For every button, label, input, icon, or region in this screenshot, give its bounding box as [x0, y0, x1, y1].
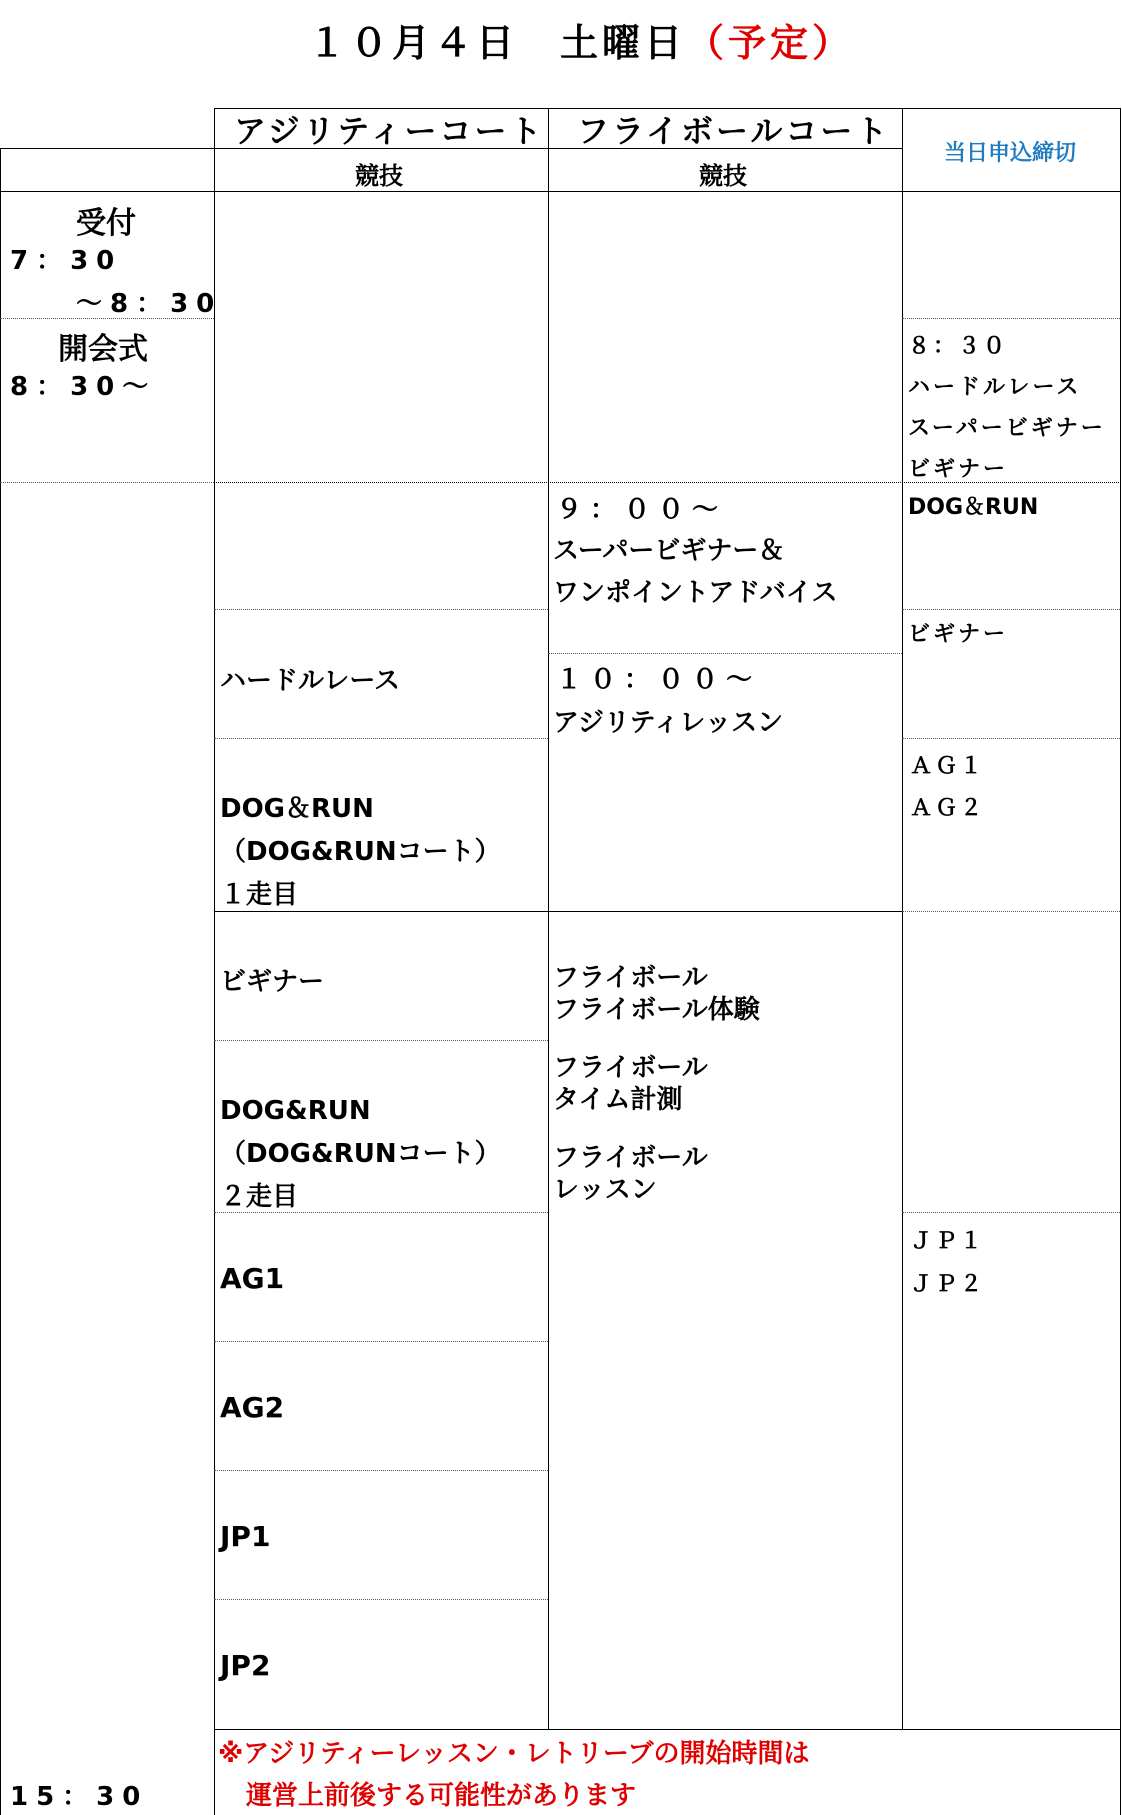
agility-jp1: JP1 [220, 1520, 271, 1553]
deadline-dotted-5 [902, 1212, 1120, 1213]
dog-run-2-name: DOG&RUN [220, 1096, 371, 1126]
deadline-dotted-4 [902, 911, 1120, 912]
flyball-slot2-time: １０：００～ [556, 665, 761, 695]
title-date: １０月４日 土曜日 [308, 21, 687, 65]
agility-ag2: AG2 [220, 1391, 285, 1424]
table-border-right [1120, 108, 1121, 1815]
deadline-jp2: ＪＰ２ [910, 1272, 986, 1297]
opening-ceremony-time: 8：30～ [10, 372, 157, 402]
deadline-group-1 [908, 326, 1106, 490]
agility-dotted-2 [214, 738, 548, 739]
flyball-line-2: フライボール体験 [553, 995, 760, 1025]
deadline-group-5 [910, 1220, 985, 1306]
agility-dotted-6 [214, 1470, 548, 1471]
header-agility-sub: 競技 [355, 162, 403, 190]
flyball-event-block [553, 962, 760, 1206]
header-bottom-line [0, 191, 1121, 192]
flyball-slot2-label: アジリティレッスン [553, 708, 784, 738]
dog-run-2-court: （DOG&RUNコート） [220, 1139, 501, 1169]
deadline-dotted-1 [902, 318, 1120, 319]
deadline-dotted-2 [902, 609, 1120, 610]
deadline-group-4 [910, 746, 985, 830]
note-line-1: ※アジリティーレッスン・レトリーブの開始時間は [218, 1739, 810, 1769]
dog-run-1-name: DOG＆RUN [220, 794, 374, 824]
agility-dotted-7 [214, 1599, 548, 1600]
opening-ceremony-label: 開会式 [58, 332, 148, 367]
deadline-hurdle-race: ハードルレース [908, 375, 1082, 400]
title-tentative: （予定） [686, 21, 855, 65]
header-deadline: 当日申込締切 [944, 141, 1077, 166]
reception-label: 受付 [76, 206, 136, 241]
flyball-line-5: フライボール [553, 1143, 708, 1173]
reception-end-time: ～8：30 [76, 289, 223, 319]
agility-dotted-3 [214, 1040, 548, 1041]
agility-dog-run-1 [220, 788, 501, 917]
deadline-dog-run: DOG＆RUN [908, 495, 1039, 520]
flyball-slot1-time: ９：００～ [556, 495, 727, 525]
agility-beginner: ビギナー [220, 967, 325, 997]
flyball-line-4: タイム計測 [553, 1085, 683, 1115]
header-flyball-sub: 競技 [699, 162, 747, 190]
col-divider-flyball [902, 108, 903, 1729]
deadline-dotted-3 [902, 738, 1120, 739]
header-agility-court: アジリティーコート [234, 112, 545, 150]
table-bottom-line [214, 1729, 1121, 1730]
header-flyball-court: フライボールコート [577, 112, 891, 150]
table-border-left [0, 148, 1, 1815]
col-divider-agility [548, 108, 549, 1729]
flyball-spacer-1 [553, 1026, 760, 1052]
dog-run-1-court: （DOG&RUNコート） [220, 837, 501, 867]
note-line-2: 運営上前後する可能性があります [246, 1781, 637, 1811]
flyball-slot1-label [553, 530, 837, 614]
deadline-jp1: ＪＰ１ [910, 1229, 986, 1254]
reception-start-time: 7：30 [10, 246, 123, 276]
flyball-line-1: フライボール [553, 963, 708, 993]
time-dotted-2 [0, 482, 214, 483]
flyball-line-3: フライボール [553, 1053, 708, 1083]
flyball-slot1-line2: ワンポイントアドバイス [553, 578, 838, 608]
agility-dog-run-2 [220, 1090, 501, 1219]
page-title [308, 12, 854, 67]
end-time: 15：30 [10, 1782, 149, 1812]
agility-dotted-5 [214, 1341, 548, 1342]
col-divider-time [214, 108, 215, 1815]
agility-hurdle-race: ハードルレース [220, 666, 401, 696]
flyball-slot1-line1: スーパービギナー＆ [553, 536, 785, 566]
agility-dotted-1 [214, 609, 548, 610]
dog-run-1-round: １走目 [220, 880, 299, 910]
flyball-line-6: レッスン [553, 1175, 657, 1205]
deadline-super-beginner: スーパービギナー [908, 416, 1106, 441]
dog-run-2-round: ２走目 [220, 1182, 299, 1212]
deadline-beginner-2: ビギナー [908, 622, 1009, 647]
flyball-dotted-1 [548, 653, 902, 654]
agility-jp2: JP2 [220, 1649, 271, 1682]
agility-ag1: AG1 [220, 1262, 285, 1295]
flyball-spacer-2 [553, 1116, 760, 1142]
deadline-time-0830: ８：３０ [908, 334, 1009, 359]
deadline-beginner-1: ビギナー [908, 457, 1009, 482]
deadline-ag2: ＡＧ２ [910, 796, 986, 821]
deadline-ag1: ＡＧ１ [910, 754, 986, 779]
